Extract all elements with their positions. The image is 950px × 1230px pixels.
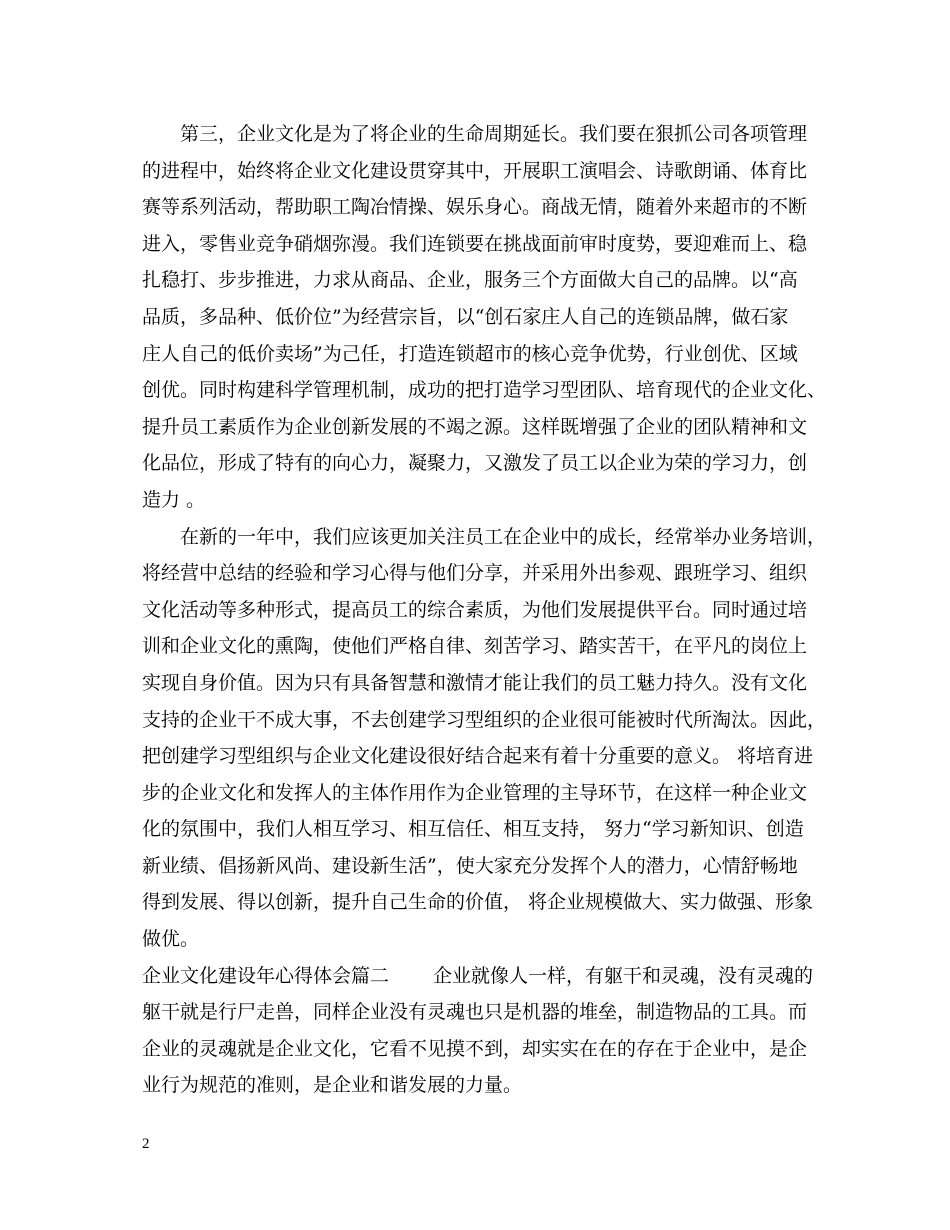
paragraph-line: 企业的灵魂就是企业文化，它看不见摸不到，却实实在在的存在于企业中，是企	[142, 1037, 808, 1060]
paragraph-line: 做优。	[142, 928, 200, 951]
paragraph-line: 提升员工素质作为企业创新发展的不竭之源。这样既增强了企业的团队精神和文	[142, 415, 808, 438]
paragraph-line: 文化活动等多种形式，提高员工的综合素质，为他们发展提供平台。同时通过培	[142, 598, 808, 621]
paragraph-line: 把创建学习型组织与企业文化建设很好结合起来有着十分重要的意义。 将培育进	[142, 745, 814, 768]
paragraph-line: 步的企业文化和发挥人的主体作用作为企业管理的主导环节，在这样一种企业文	[142, 781, 808, 804]
paragraph-line: 第三，企业文化是为了将企业的生命周期延长。我们要在狠抓公司各项管理	[180, 123, 808, 145]
paragraph-line: 在新的一年中，我们应该更加关注员工在企业中的成长，经常举办业务培训，	[180, 525, 827, 548]
paragraph-line: 化品位，形成了特有的向心力，凝聚力，又激发了员工以企业为荣的学习力，创	[142, 452, 808, 475]
paragraph-line: 企业文化建设年心得体会篇二 企业就像人一样，有躯干和灵魂，没有灵魂的	[142, 964, 814, 987]
paragraph-line: 实现自身价值。因为只有具备智慧和激情才能让我们的员工魅力持久。没有文化	[142, 671, 808, 694]
paragraph-line: 赛等系列活动，帮助职工陶冶情操、娱乐身心。商战无情，随着外来超市的不断	[142, 196, 808, 219]
paragraph-line: 庄人自己的低价卖场”为己任，打造连锁超市的核心竞争优势，行业创优、区域	[142, 342, 798, 365]
paragraph-line: 新业绩、倡扬新风尚、建设新生活”，使大家充分发挥个人的潜力，心情舒畅地	[142, 854, 798, 877]
paragraph-line: 得到发展、得以创新，提升自己生命的价值， 将企业规模做大、实力做强、形象	[142, 891, 814, 914]
paragraph-line: 化的氛围中，我们人相互学习、相互信任、相互支持， 努力“学习新知识、创造	[142, 818, 804, 841]
paragraph-line: 品质，多品种、低价位”为经营宗旨，以“创石家庄人自己的连锁品牌，做石家	[142, 305, 789, 328]
paragraph-line: 的进程中，始终将企业文化建设贯穿其中，开展职工演唱会、诗歌朗诵、体育比	[142, 159, 808, 182]
paragraph-line: 躯干就是行尸走兽，同样企业没有灵魂也只是机器的堆垒，制造物品的工具。而	[142, 1001, 808, 1024]
page-number: 2	[142, 1136, 150, 1152]
paragraph-line: 将经营中总结的经验和学习心得与他们分享，并采用外出参观、跟班学习、组织	[142, 562, 808, 585]
paragraph-line: 支持的企业干不成大事，不去创建学习型组织的企业很可能被时代所淘汰。因此，	[142, 708, 827, 731]
paragraph-line: 业行为规范的准则，是企业和谐发展的力量。	[142, 1074, 523, 1097]
paragraph-line: 训和企业文化的熏陶，使他们严格自律、刻苦学习、踏实苦干，在平凡的岗位上	[142, 635, 808, 658]
paragraph-line: 造力 。	[142, 488, 206, 511]
body-text	[142, 116, 827, 1104]
paragraph-line: 创优。同时构建科学管理机制，成功的把打造学习型团队、培育现代的企业文化、	[142, 379, 827, 402]
paragraph-line: 扎稳打、步步推进，力求从商品、企业，服务三个方面做大自己的品牌。以“高	[142, 269, 798, 292]
paragraph-line: 进入，零售业竞争硝烟弥漫。我们连锁要在挑战面前审时度势，要迎难而上、稳	[142, 232, 808, 255]
